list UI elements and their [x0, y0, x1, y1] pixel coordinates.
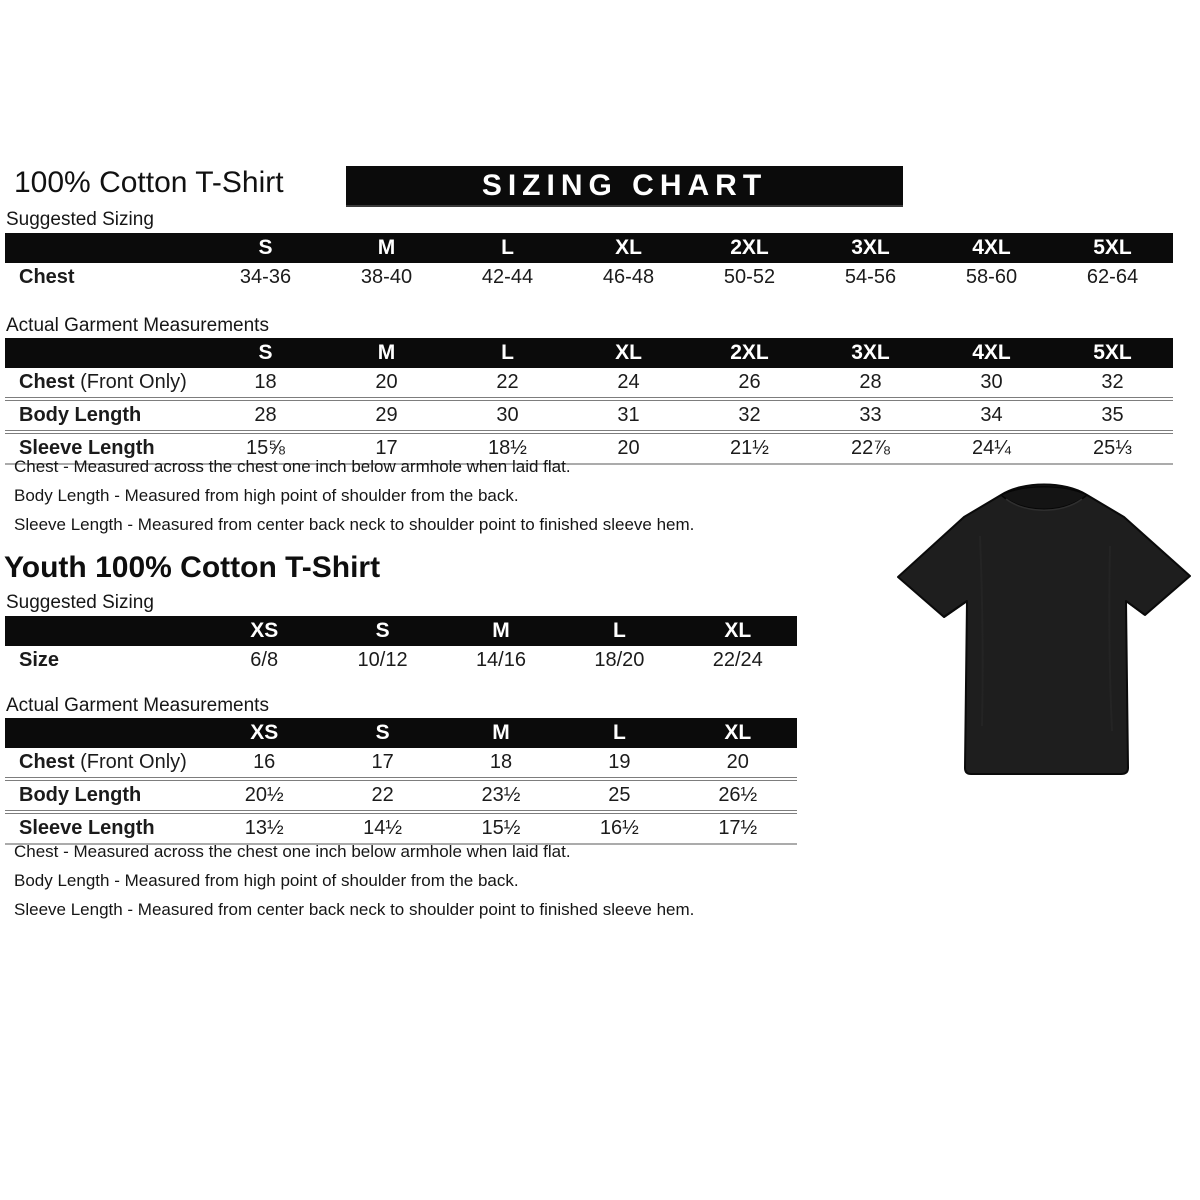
adult-measurement-notes — [14, 457, 694, 544]
table-row — [5, 646, 797, 675]
value-cell: 26 — [738, 371, 761, 393]
note-line: Chest - Measured across the chest one inch below armhole when laid flat. — [14, 457, 571, 476]
youth-section-title: Youth 100% Cotton T-Shirt — [4, 551, 381, 584]
value-cell: 20 — [568, 432, 689, 464]
value-cell: 19 — [608, 751, 631, 773]
value-cell: 17½ — [679, 812, 797, 844]
column-header-5xl: 5XL — [1052, 233, 1173, 263]
note-line: Sleeve Length - Measured from center back neck to shoulder point to finished sleeve hem. — [14, 515, 695, 534]
column-header-l: L — [447, 233, 568, 263]
value-cell: 20½ — [205, 779, 323, 812]
header-label-cell — [5, 338, 205, 368]
value-cell: 46-48 — [602, 266, 655, 288]
column-header-5xl: 5XL — [1052, 338, 1173, 368]
row-label: Body Length — [5, 399, 205, 432]
value-cell: 18 — [254, 371, 277, 393]
value-cell: 13½ — [205, 812, 323, 844]
value-cell: 34-36 — [239, 266, 292, 288]
column-header-s: S — [205, 338, 326, 368]
value-cell: 15⅝ — [205, 432, 326, 464]
adult-measurements-table — [5, 338, 1173, 465]
header-row — [5, 718, 797, 748]
value-cell: 25 — [560, 779, 678, 812]
value-cell: 18/20 — [594, 649, 645, 671]
table-row — [5, 399, 1173, 432]
column-header-s: S — [323, 616, 441, 646]
column-header-m: M — [326, 338, 447, 368]
youth-measurement-notes — [14, 842, 694, 929]
row-label: Chest (Front Only) — [19, 371, 187, 393]
tshirt-icon — [888, 476, 1200, 808]
value-cell: 30 — [980, 371, 1003, 393]
value-cell: 29 — [326, 399, 447, 432]
table-row — [5, 368, 1173, 399]
value-cell: 14/16 — [475, 649, 526, 671]
value-cell: 25⅓ — [1052, 432, 1173, 464]
table-row — [5, 812, 797, 844]
value-cell: 18 — [489, 751, 513, 773]
sizing-chart-banner — [346, 166, 903, 207]
column-header-m: M — [442, 616, 560, 646]
column-header-xs: XS — [205, 616, 323, 646]
header-label-cell — [5, 233, 205, 263]
value-cell: 38-40 — [360, 266, 413, 288]
value-cell: 23½ — [442, 779, 560, 812]
header-row — [5, 233, 1173, 263]
note-line: Sleeve Length - Measured from center back neck to shoulder point to finished sleeve hem. — [14, 900, 695, 919]
note-line: Chest - Measured across the chest one inch below armhole when laid flat. — [14, 842, 571, 861]
youth-measurements-table — [5, 718, 797, 845]
value-cell: 6/8 — [250, 649, 279, 671]
column-header-l: L — [560, 718, 678, 748]
table-row — [5, 779, 797, 812]
value-cell: 15½ — [442, 812, 560, 844]
column-header-s: S — [323, 718, 441, 748]
note-line: Body Length - Measured from high point of shoulder from the back. — [14, 486, 519, 505]
column-header-xl: XL — [568, 233, 689, 263]
value-cell: 28 — [205, 399, 326, 432]
column-header-l: L — [560, 616, 678, 646]
column-header-3xl: 3XL — [810, 233, 931, 263]
header-row — [5, 616, 797, 646]
row-label: Size — [19, 649, 60, 671]
column-header-s: S — [205, 233, 326, 263]
note-line: Body Length - Measured from high point of shoulder from the back. — [14, 871, 519, 890]
column-header-3xl: 3XL — [810, 338, 931, 368]
header-label-cell — [5, 718, 205, 748]
header-label-cell — [5, 616, 205, 646]
value-cell: 14½ — [323, 812, 441, 844]
value-cell: 22/24 — [712, 649, 763, 671]
column-header-m: M — [442, 718, 560, 748]
column-header-4xl: 4XL — [931, 233, 1052, 263]
column-header-4xl: 4XL — [931, 338, 1052, 368]
value-cell: 16 — [253, 751, 276, 773]
value-cell: 10/12 — [357, 649, 408, 671]
row-label: Chest (Front Only) — [19, 751, 187, 773]
column-header-2xl: 2XL — [689, 338, 810, 368]
value-cell: 42-44 — [481, 266, 534, 288]
column-header-l: L — [447, 338, 568, 368]
adult-suggested-sizing-table — [5, 233, 1173, 292]
value-cell: 31 — [568, 399, 689, 432]
value-cell: 24 — [617, 371, 640, 393]
column-header-xs: XS — [205, 718, 323, 748]
row-label: Body Length — [5, 779, 205, 812]
value-cell: 54-56 — [844, 266, 897, 288]
value-cell: 18½ — [447, 432, 568, 464]
adult-measurements-label: Actual Garment Measurements — [6, 315, 269, 336]
column-header-xl: XL — [568, 338, 689, 368]
value-cell: 32 — [1101, 371, 1124, 393]
column-header-2xl: 2XL — [689, 233, 810, 263]
value-cell: 58-60 — [965, 266, 1018, 288]
value-cell: 21½ — [689, 432, 810, 464]
value-cell: 30 — [447, 399, 568, 432]
value-cell: 22⅞ — [810, 432, 931, 464]
value-cell: 22 — [323, 779, 441, 812]
black-tshirt-image — [888, 476, 1200, 808]
value-cell: 24¼ — [931, 432, 1052, 464]
value-cell: 34 — [931, 399, 1052, 432]
table-row — [5, 748, 797, 779]
value-cell: 17 — [371, 751, 394, 773]
value-cell: 16½ — [560, 812, 678, 844]
youth-measurements-label: Actual Garment Measurements — [6, 695, 269, 716]
column-header-xl: XL — [679, 616, 797, 646]
page-title: 100% Cotton T-Shirt — [14, 166, 284, 199]
value-cell: 35 — [1052, 399, 1173, 432]
value-cell: 20 — [375, 371, 398, 393]
row-label: Chest — [19, 266, 75, 288]
sizing-chart-banner-label: SIZING CHART — [481, 168, 768, 202]
value-cell: 32 — [689, 399, 810, 432]
row-label: Sleeve Length — [5, 812, 205, 844]
youth-suggested-sizing-label: Suggested Sizing — [6, 592, 154, 613]
value-cell: 33 — [810, 399, 931, 432]
value-cell: 50-52 — [723, 266, 776, 288]
value-cell: 17 — [326, 432, 447, 464]
header-row — [5, 338, 1173, 368]
value-cell: 28 — [859, 371, 882, 393]
row-label: Sleeve Length — [5, 432, 205, 464]
column-header-xl: XL — [679, 718, 797, 748]
value-cell: 20 — [726, 751, 749, 773]
value-cell: 62-64 — [1086, 266, 1139, 288]
table-row — [5, 263, 1173, 292]
value-cell: 22 — [496, 371, 519, 393]
youth-suggested-sizing-table — [5, 616, 797, 675]
column-header-m: M — [326, 233, 447, 263]
value-cell: 26½ — [679, 779, 797, 812]
adult-suggested-sizing-label: Suggested Sizing — [6, 209, 154, 230]
